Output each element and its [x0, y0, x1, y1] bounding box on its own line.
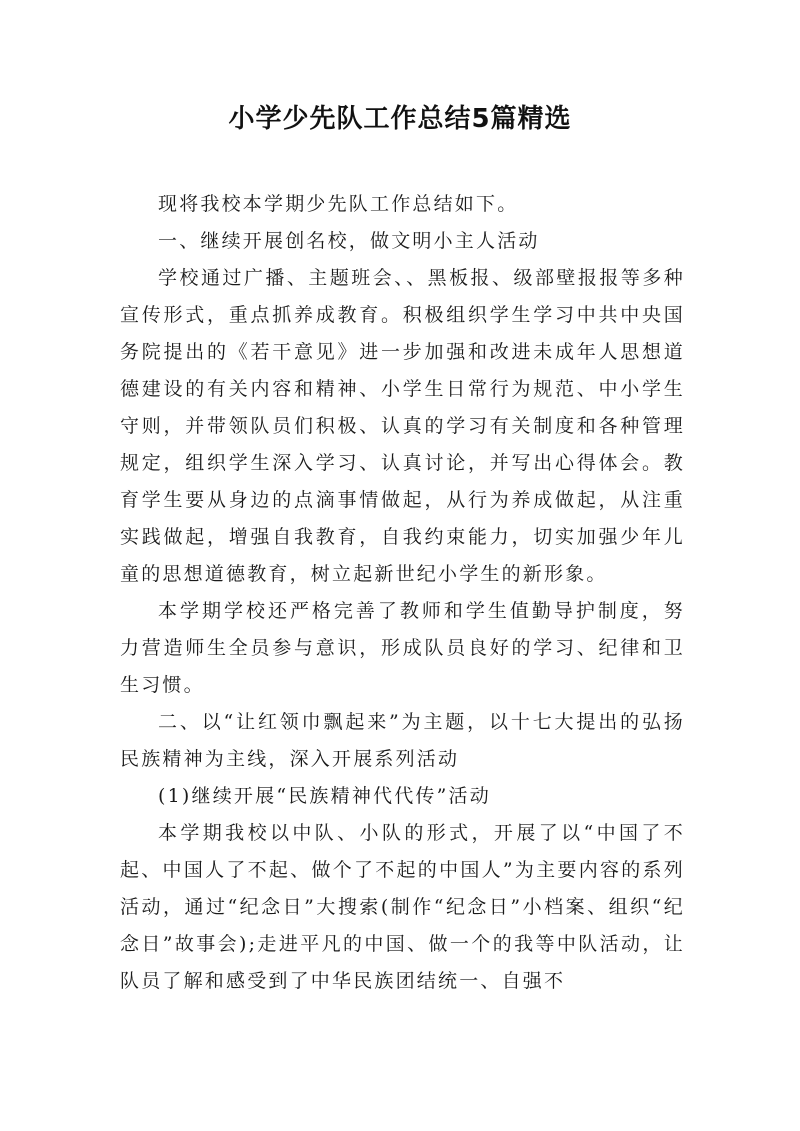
document-body — [120, 186, 685, 1000]
paragraph-duty-system: 本学期学校还严格完善了教师和学生值勤导护制度，努力营造师生全员参与意识，形成队员良好的学习、纪律和卫生习惯。 — [120, 600, 685, 696]
section-heading-1: 一、继续开展创名校，做文明小主人活动 — [158, 230, 540, 252]
section-heading-2: 二、以“让红领巾飘起来”为主题，以十七大提出的弘扬民族精神为主线，深入开展系列活动 — [120, 711, 685, 770]
subsection-heading-1: (1)继续开展“民族精神代代传”活动 — [158, 785, 491, 807]
paragraph-activities: 本学期我校以中队、小队的形式，开展了以“中国了不起、中国人了不起、做个了不起的中国人”为主要内容的系列活动，通过“纪念日”大搜索(制作“纪念日”小档案、组织“纪念日”故事会);走进平凡的中国、做一个的我等中队活动，让队员了解和感受到了中华民族团结统一、自强不 — [120, 822, 685, 992]
paragraph-publicity: 学校通过广播、主题班会、、黑板报、级部壁报报等多种宣传形式，重点抓养成教育。积极组织学生学习中共中央国务院提出的《若干意见》进一步加强和改进未成年人思想道德建设的有关内容和精神、小学生日常行为规范、中小学生守则，并带领队员们积极、认真的学习有关制度和各种管理规定，组织学生深入学习、认真讨论，并写出心得体会。教育学生要从身边的点滴事情做起，从行为养成做起，从注重实践做起，增强自我教育，自我约束能力，切实加强少年儿童的思想道德教育，树立起新世纪小学生的新形象。 — [120, 267, 685, 585]
paragraph-intro: 现将我校本学期少先队工作总结如下。 — [158, 193, 519, 215]
document-title: 小学少先队工作总结5篇精选 — [228, 104, 572, 134]
